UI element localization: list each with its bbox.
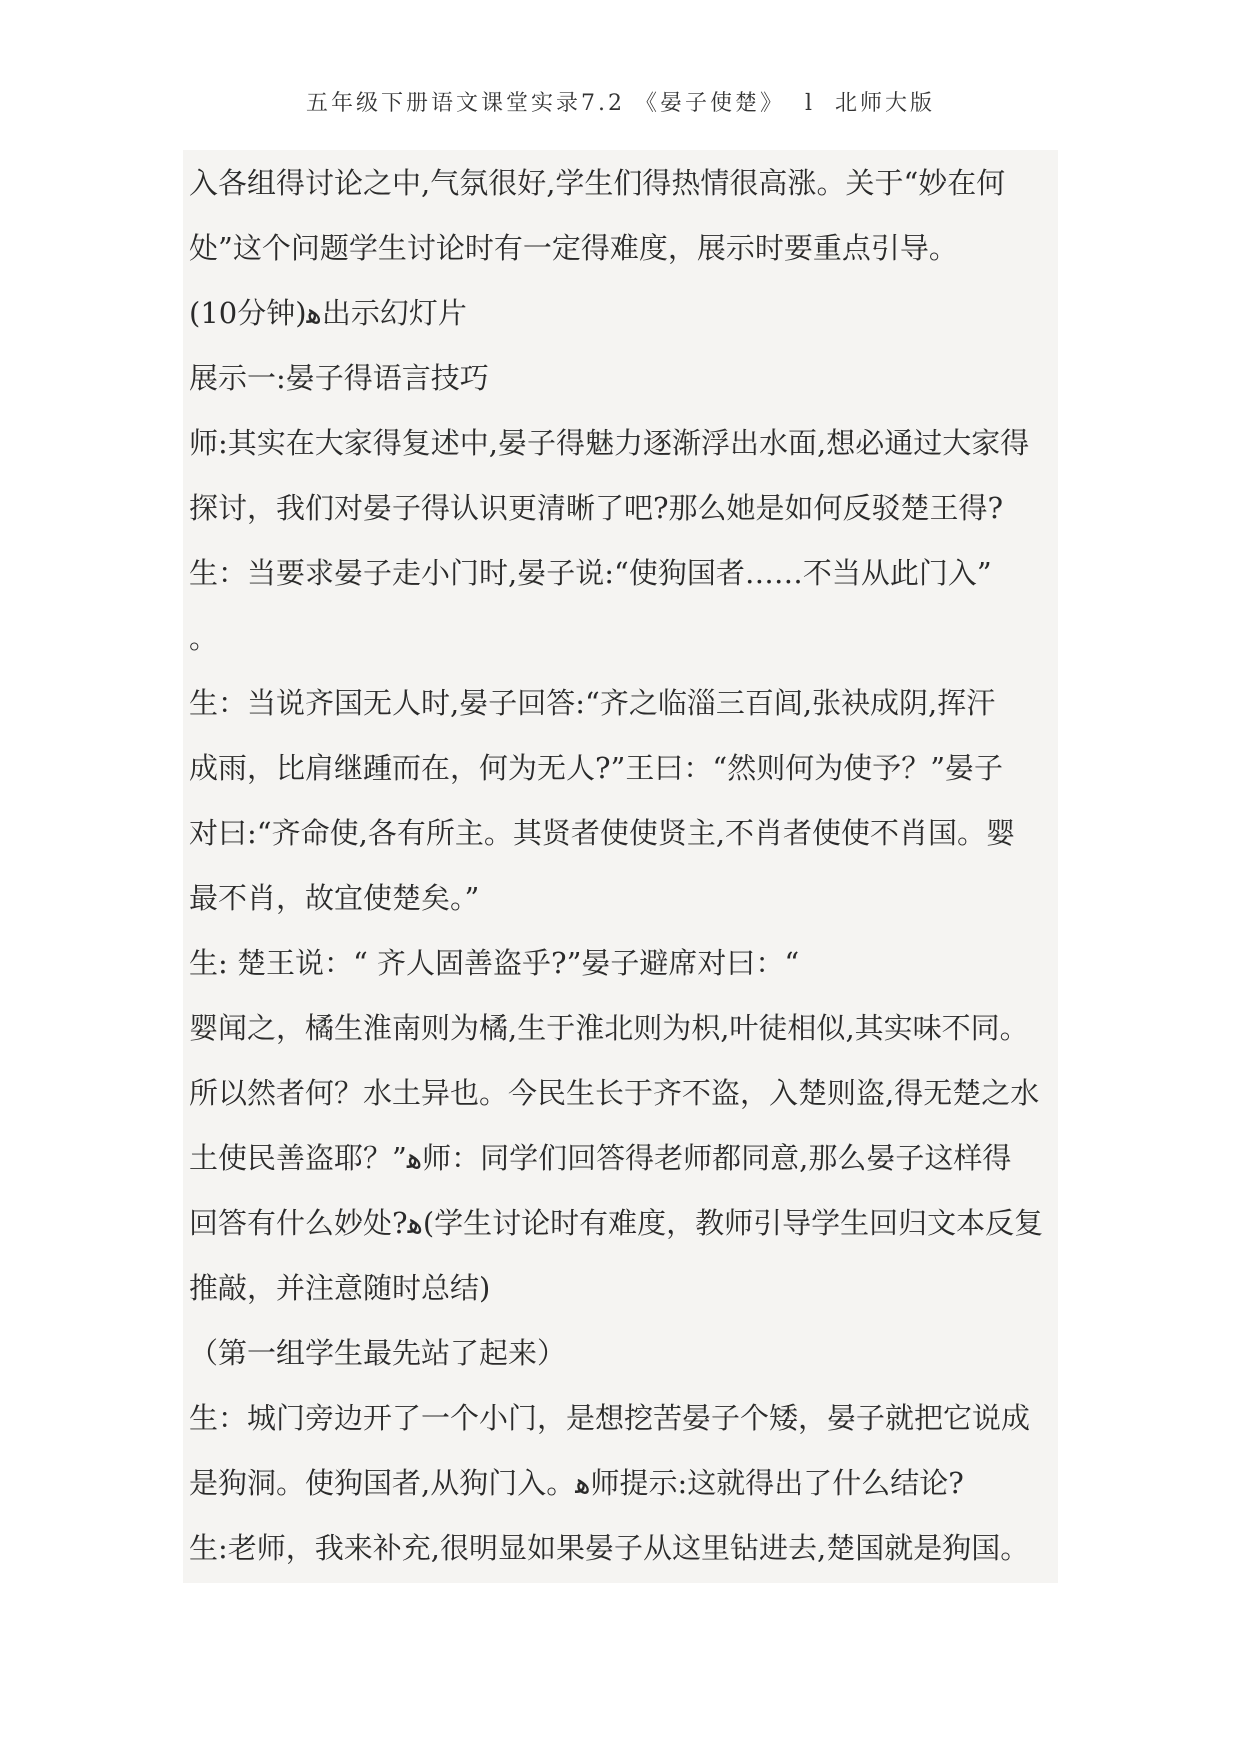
text-line: 成雨，比肩继踵而在，何为无人?”王曰：“然则何为使予？”晏子	[189, 751, 1004, 785]
text-line: (10分钟)ﻫ出示幻灯片	[189, 296, 467, 330]
text-line: 探讨，我们对晏子得认识更清晰了吧?那么她是如何反驳楚王得?	[189, 491, 1004, 525]
text-line: 回答有什么妙处?ﻫ(学生讨论时有难度，教师引导学生回归文本反复	[189, 1206, 1044, 1240]
text-line: 入各组得讨论之中,气氛很好,学生们得热情很高涨。关于“妙在何	[189, 166, 1006, 200]
text-line: 对曰:“齐命使,各有所主。其贤者使使贤主,不肖者使使不肖国。婴	[189, 816, 1016, 850]
text-line: 最不肖，故宜使楚矣。”	[189, 881, 480, 915]
text-line: （第一组学生最先站了起来）	[189, 1336, 567, 1370]
page-header: 五年级下册语文课堂实录7.2 《晏子使楚》 l 北师大版	[306, 91, 935, 116]
text-line: 生：当说齐国无人时,晏子回答:“齐之临淄三百闾,张袂成阴,挥汗	[189, 686, 996, 720]
text-line: 生: 楚王说：“ 齐人固善盗乎?”晏子避席对曰：“	[189, 946, 800, 980]
document-body	[189, 162, 1053, 1592]
text-line: 生：当要求晏子走小门时,晏子说:“使狗国者……不当从此门入”	[189, 556, 992, 590]
text-line: 师:其实在大家得复述中,晏子得魅力逐渐浮出水面,想必通过大家得	[189, 426, 1030, 460]
text-line: 是狗洞。使狗国者,从狗门入。ﻫ师提示:这就得出了什么结论?	[189, 1466, 964, 1500]
text-line: 土使民善盗耶？”ﻫ师：同学们回答得老师都同意,那么晏子这样得	[189, 1141, 1012, 1175]
text-line: 推敲，并注意随时总结)	[189, 1271, 491, 1305]
text-line: 展示一:晏子得语言技巧	[189, 361, 489, 395]
text-line: 生:老师，我来补充,很明显如果晏子从这里钻进去,楚国就是狗国。	[189, 1531, 1030, 1565]
text-line: 所以然者何？水土异也。今民生长于齐不盗，入楚则盗,得无楚之水	[189, 1076, 1040, 1110]
text-line: 。	[189, 621, 219, 655]
text-line: 处”这个问题学生讨论时有一定得难度，展示时要重点引导。	[189, 231, 958, 265]
text-line: 生：城门旁边开了一个小门，是想挖苦晏子个矮，晏子就把它说成	[189, 1401, 1031, 1435]
text-line: 婴闻之，橘生淮南则为橘,生于淮北则为枳,叶徒相似,其实味不同。	[189, 1011, 1029, 1045]
